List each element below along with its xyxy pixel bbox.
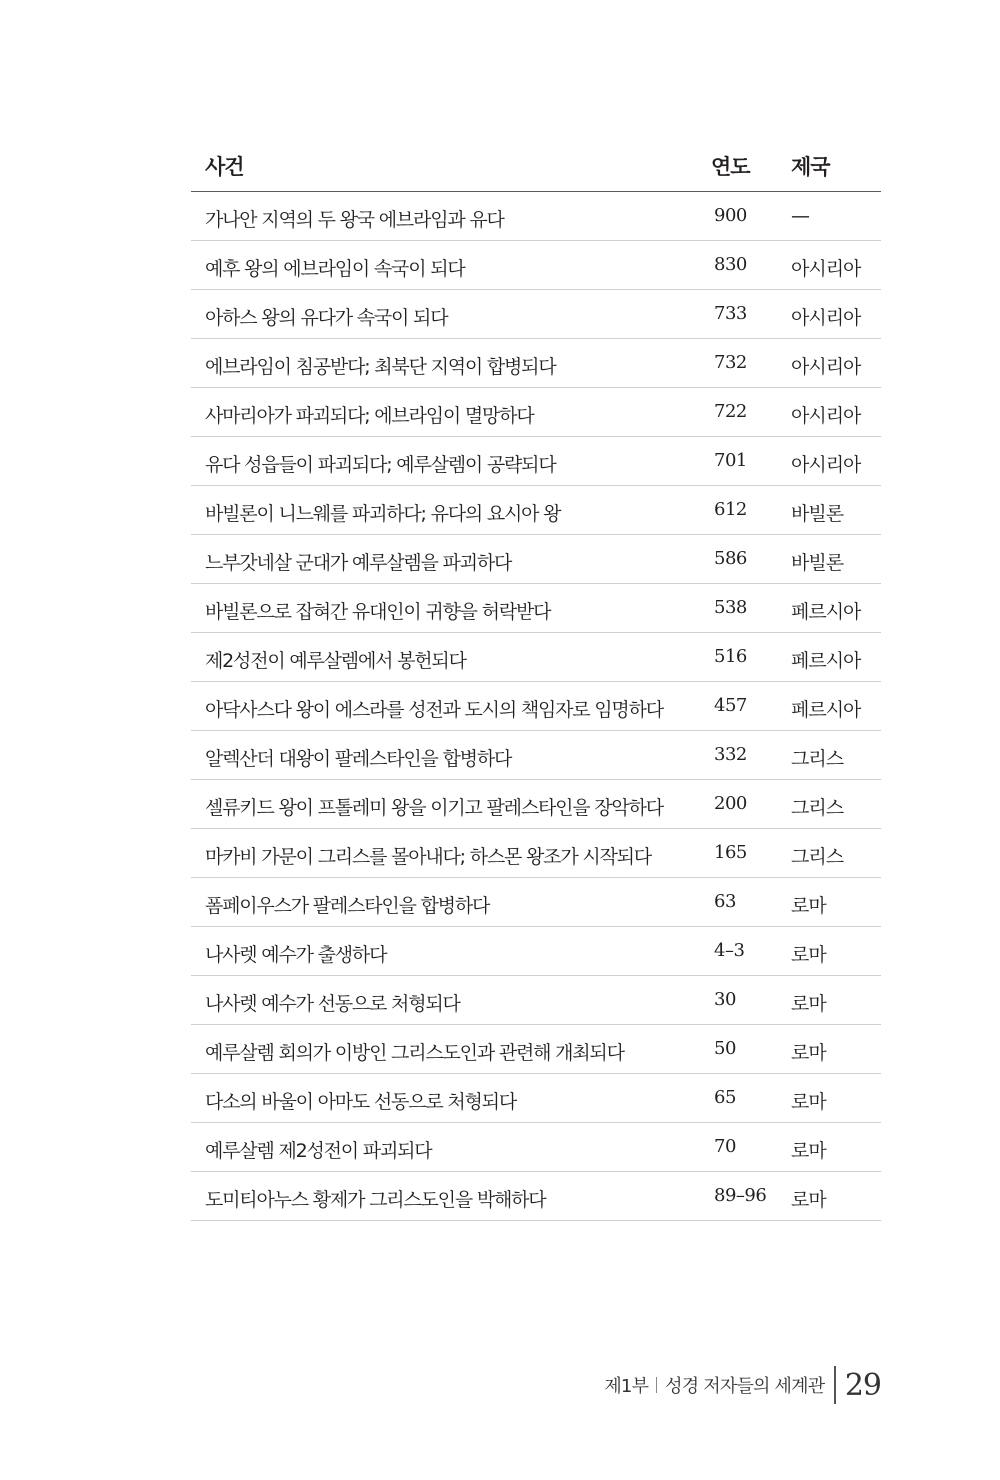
- footer-title: 성경 저자들의 세계관: [665, 1376, 825, 1397]
- cell-event: 예후 왕의 에브라임이 속국이 되다: [205, 258, 465, 280]
- table-row: [191, 584, 881, 633]
- cell-year: 612: [714, 499, 747, 520]
- cell-empire: 그리스: [791, 797, 844, 819]
- timeline-table: [191, 133, 881, 1221]
- cell-event: 셀류키드 왕이 프톨레미 왕을 이기고 팔레스타인을 장악하다: [205, 797, 663, 819]
- cell-empire: 아시리아: [791, 307, 861, 329]
- cell-empire: 로마: [791, 944, 826, 966]
- cell-event: 아닥사스다 왕이 에스라를 성전과 도시의 책임자로 임명하다: [205, 699, 663, 721]
- cell-year: 457: [714, 695, 747, 716]
- cell-year: 830: [714, 254, 747, 275]
- table-row: [191, 241, 881, 290]
- cell-empire: 로마: [791, 993, 826, 1015]
- footer-part: 제1부: [604, 1376, 649, 1397]
- table-row: [191, 388, 881, 437]
- cell-event: 마카비 가문이 그리스를 몰아내다; 하스몬 왕조가 시작되다: [205, 846, 651, 868]
- cell-empire: 바빌론: [791, 503, 844, 525]
- cell-year: 65: [714, 1087, 736, 1108]
- cell-event: 나사렛 예수가 출생하다: [205, 944, 387, 966]
- table-row: [191, 290, 881, 339]
- cell-year: 50: [714, 1038, 736, 1059]
- cell-event: 가나안 지역의 두 왕국 에브라임과 유다: [205, 209, 504, 231]
- table-row: [191, 780, 881, 829]
- cell-empire: 페르시아: [791, 601, 861, 623]
- table-row: [191, 731, 881, 780]
- cell-event: 다소의 바울이 아마도 선동으로 처형되다: [205, 1091, 516, 1113]
- cell-empire: 페르시아: [791, 699, 861, 721]
- cell-empire: 아시리아: [791, 356, 861, 378]
- cell-empire: 로마: [791, 895, 826, 917]
- cell-event: 유다 성읍들이 파괴되다; 예루살렘이 공략되다: [205, 454, 556, 476]
- page-number: 29: [844, 1367, 881, 1403]
- table-row: [191, 1025, 881, 1074]
- cell-year: 701: [714, 450, 747, 471]
- footer-separator: [656, 1377, 657, 1393]
- cell-empire: 페르시아: [791, 650, 861, 672]
- table-row: [191, 486, 881, 535]
- cell-year: 722: [714, 401, 747, 422]
- page-footer: [604, 1364, 881, 1406]
- table-body: [191, 192, 881, 1221]
- cell-event: 알렉산더 대왕이 팔레스타인을 합병하다: [205, 748, 512, 770]
- cell-year: 538: [714, 597, 747, 618]
- cell-year: 200: [714, 793, 747, 814]
- cell-year: 900: [714, 205, 747, 226]
- cell-empire: 로마: [791, 1091, 826, 1113]
- cell-year: 732: [714, 352, 747, 373]
- table-row: [191, 437, 881, 486]
- table-row: [191, 192, 881, 241]
- cell-year: 733: [714, 303, 747, 324]
- cell-year: 586: [714, 548, 747, 569]
- cell-year: 89–96: [714, 1185, 767, 1206]
- cell-event: 사마리아가 파괴되다; 에브라임이 멸망하다: [205, 405, 534, 427]
- header-event: 사건: [205, 155, 244, 179]
- cell-event: 제2성전이 예루살렘에서 봉헌되다: [205, 650, 466, 672]
- header-year: 연도: [711, 155, 750, 179]
- table-row: [191, 927, 881, 976]
- cell-year: 4–3: [714, 940, 745, 961]
- cell-event: 예루살렘 제2성전이 파괴되다: [205, 1140, 432, 1162]
- cell-year: 63: [714, 891, 736, 912]
- cell-empire: 로마: [791, 1042, 826, 1064]
- table-row: [191, 1172, 881, 1221]
- cell-empire: —: [791, 205, 809, 227]
- table-row: [191, 633, 881, 682]
- table-row: [191, 976, 881, 1025]
- cell-event: 도미티아누스 황제가 그리스도인을 박해하다: [205, 1189, 546, 1211]
- cell-event: 폼페이우스가 팔레스타인을 합병하다: [205, 895, 490, 917]
- cell-event: 아하스 왕의 유다가 속국이 되다: [205, 307, 448, 329]
- cell-year: 30: [714, 989, 736, 1010]
- table-header-row: [191, 133, 881, 192]
- cell-event: 예루살렘 회의가 이방인 그리스도인과 관련해 개최되다: [205, 1042, 624, 1064]
- footer-rule: [834, 1366, 836, 1404]
- cell-empire: 그리스: [791, 846, 844, 868]
- cell-year: 516: [714, 646, 747, 667]
- table-row: [191, 829, 881, 878]
- table-row: [191, 535, 881, 584]
- cell-empire: 아시리아: [791, 454, 861, 476]
- cell-empire: 로마: [791, 1189, 826, 1211]
- cell-empire: 바빌론: [791, 552, 844, 574]
- cell-event: 느부갓네살 군대가 예루살렘을 파괴하다: [205, 552, 512, 574]
- cell-event: 바빌론으로 잡혀간 유대인이 귀향을 허락받다: [205, 601, 551, 623]
- cell-year: 165: [714, 842, 747, 863]
- table-row: [191, 339, 881, 388]
- table-row: [191, 1123, 881, 1172]
- cell-event: 에브라임이 침공받다; 최북단 지역이 합병되다: [205, 356, 556, 378]
- header-empire: 제국: [791, 155, 830, 179]
- table-row: [191, 878, 881, 927]
- cell-year: 70: [714, 1136, 736, 1157]
- cell-empire: 그리스: [791, 748, 844, 770]
- cell-empire: 로마: [791, 1140, 826, 1162]
- table-row: [191, 1074, 881, 1123]
- cell-event: 나사렛 예수가 선동으로 처형되다: [205, 993, 460, 1015]
- cell-empire: 아시리아: [791, 258, 861, 280]
- table-row: [191, 682, 881, 731]
- cell-event: 바빌론이 니느웨를 파괴하다; 유다의 요시아 왕: [205, 503, 561, 525]
- cell-empire: 아시리아: [791, 405, 861, 427]
- cell-year: 332: [714, 744, 747, 765]
